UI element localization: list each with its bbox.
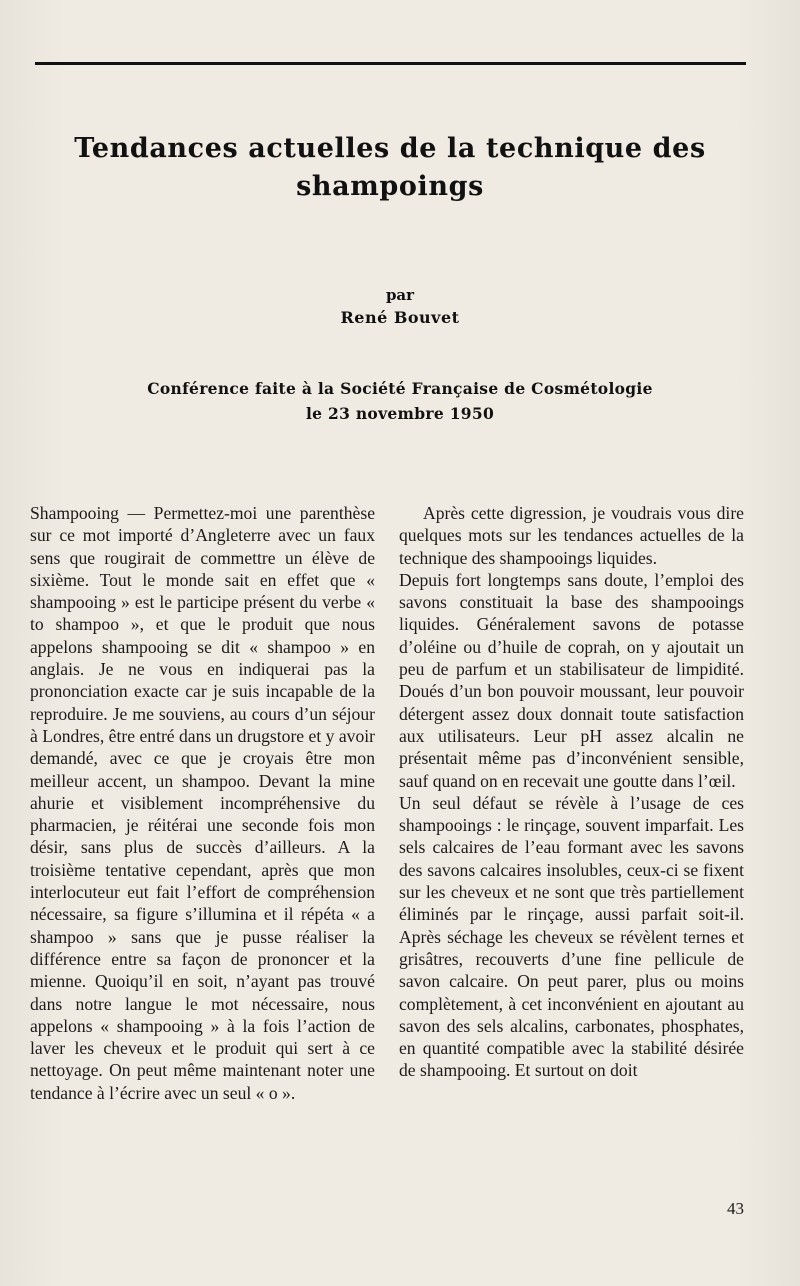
body-paragraph: Depuis fort longtemps sans doute, l’emploi des savons constituait la base des shampooings liquides. Généralement savons de potasse d’oléine ou d’huile de coprah, on y ajoutait un peu de parfum et un stabilisateur de limpidité. Doués d’un bon pouvoir moussant, leur pouvoir détergent assez doux donnait toute satisfaction aux utilisateurs. Leur pH assez alcalin ne présentait même pas d’inconvénient sensible, sauf quand on en recevait une goutte dans l’œil. <box>399 569 744 791</box>
article-title: Tendances actuelles de la technique des shampoings <box>74 133 706 202</box>
body-paragraph: Un seul défaut se révèle à l’usage de ces shampooings : le rinçage, souvent imparfait. Les sels calcaires de l’eau formant avec les savons des savons calcaires insolubles, ceux-ci se fixent sur les cheveux et ne sont que très partiellement éliminés par le rinçage, aussi parfait soit-il. Après séchage les cheveux se révèlent ternes et grisâtres, recouverts d’une fine pellicule de savon calcaire. On peut parer, plus ou moins complètement, à cet inconvénient en ajoutant au savon des sels alcalins, carbonates, phosphates, en quantité compatible avec la stabilité désirée de shampooing. Et surtout on doit <box>399 792 744 1081</box>
body-paragraph: Après cette digression, je voudrais vous dire quelques mots sur les tendances actuelles de la technique des shampooings liquides. <box>399 503 744 568</box>
right-column <box>399 502 744 1082</box>
conference-date: le 23 novembre 1950 <box>305 404 495 423</box>
byline-par: par <box>385 286 415 304</box>
left-column <box>30 502 375 1104</box>
author-name: René Bouvet <box>340 308 460 327</box>
body-paragraph: Shampooing — Permettez-moi une parenthèse sur ce mot importé d’Angleterre avec un faux sens que rougirait de commettre un élève de sixième. Tout le monde sait en effet que « shampooing » est le participe présent du verbe « to shampoo », et que le produit que nous appelons shampooing se dit « shampoo » en anglais. Je ne vous en indiquerai pas la prononciation exacte car je suis incapable de la reproduire. Je me souviens, au cours d’un séjour à Londres, être entré dans un drugstore et y avoir demandé, avec ce que je croyais être mon meilleur accent, un shampoo. Devant la mine ahurie et visiblement incompréhensive du pharmacien, je réitérai une seconde fois mon désir, sans plus de succès d’ailleurs. A la troisième tentative cependant, après que mon interlocuteur eut fait l’effort de compréhension nécessaire, sa figure s’illumina et il répéta « a shampoo » sans que je pusse réaliser la différence entre sa façon de prononcer et la mienne. Quoiqu’il en soit, n’ayant pas trouvé dans notre langue le mot nécessaire, nous appelons « shampooing » à la fois l’action de laver les cheveux et le produit qui sert à ce nettoyage. On peut même maintenant noter une tendance à l’écrire avec un seul « o ». <box>30 503 375 1103</box>
header-rule <box>35 62 746 65</box>
page-number: 43 <box>727 1199 744 1218</box>
conference-note <box>30 376 770 426</box>
conference-line: Conférence faite à la Société Française de Cosmétologie <box>147 379 653 398</box>
